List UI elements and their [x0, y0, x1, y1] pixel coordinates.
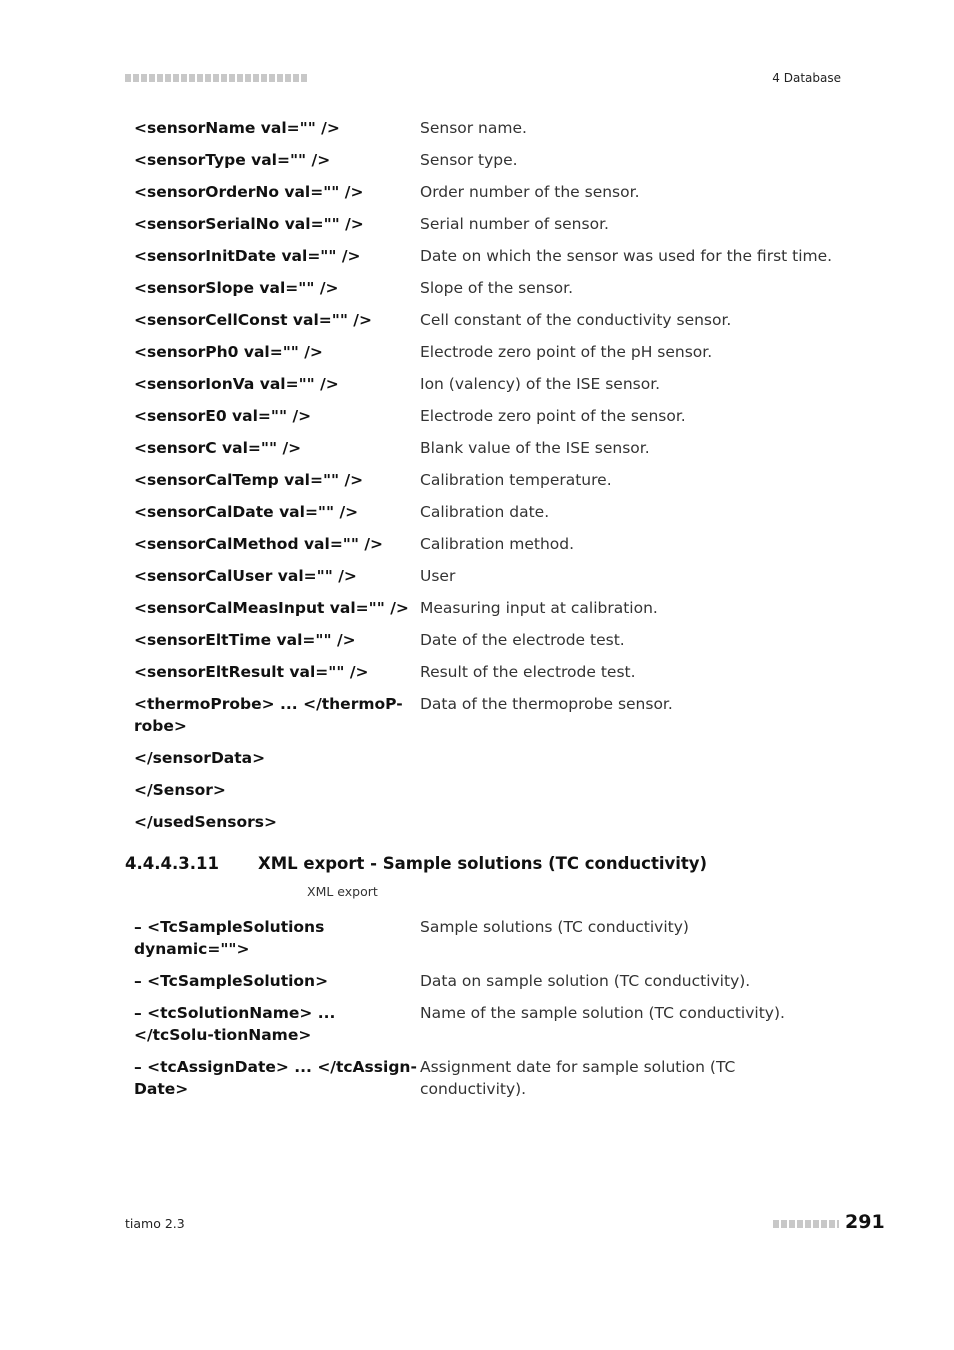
element-description: Electrode zero point of the pH sensor. [420, 343, 713, 361]
element-description: User [420, 567, 456, 585]
element-description: Data of the thermoprobe sensor. [420, 695, 673, 713]
list-item [134, 779, 834, 811]
list-item [134, 117, 834, 149]
element-tag: – <tcSolutionName> ... </tcSolu-tionName> [134, 1004, 336, 1044]
element-tag: <sensorCalMethod val="" /> [134, 535, 384, 553]
element-tag: <thermoProbe> ... </thermoP-robe> [134, 695, 403, 735]
list-item [134, 565, 834, 597]
list-item [134, 970, 834, 1002]
element-description: Cell constant of the conductivity sensor. [420, 311, 732, 329]
element-description: Sensor name. [420, 119, 527, 137]
element-description: Sensor type. [420, 151, 518, 169]
element-tag: <sensorEltTime val="" /> [134, 631, 356, 649]
element-tag: <sensorCalTemp val="" /> [134, 471, 364, 489]
element-description: Measuring input at calibration. [420, 599, 658, 617]
list-item [134, 747, 834, 779]
element-description: Electrode zero point of the sensor. [420, 407, 686, 425]
list-item [134, 1002, 834, 1056]
element-tag: <sensorInitDate val="" /> [134, 247, 361, 265]
list-item [134, 405, 834, 437]
element-tag: <sensorE0 val="" /> [134, 407, 312, 425]
list-item [134, 811, 834, 843]
list-item [134, 309, 834, 341]
element-description: Sample solutions (TC conductivity) [420, 918, 689, 936]
element-tag: <sensorIonVa val="" /> [134, 375, 339, 393]
section-subtitle: XML export [307, 884, 378, 899]
list-item [134, 245, 834, 277]
element-tag: – <TcSampleSolution> [134, 972, 329, 990]
chapter-title: 4 Database [772, 71, 841, 85]
element-tag: <sensorSlope val="" /> [134, 279, 339, 297]
list-item [134, 213, 834, 245]
element-description: Calibration temperature. [420, 471, 612, 489]
element-description: Assignment date for sample solution (TC conductivity). [420, 1058, 736, 1098]
list-item [134, 149, 834, 181]
element-tag: <sensorC val="" /> [134, 439, 302, 457]
element-tag: <sensorType val="" /> [134, 151, 331, 169]
list-item [134, 1056, 834, 1110]
element-description [420, 747, 834, 779]
element-description: Result of the electrode test. [420, 663, 636, 681]
element-tag: <sensorEltResult val="" /> [134, 663, 369, 681]
header-decoration [125, 74, 307, 82]
element-description: Order number of the sensor. [420, 183, 640, 201]
element-description: Date on which the sensor was used for the first time. [420, 247, 833, 265]
element-tag: <sensorPh0 val="" /> [134, 343, 323, 361]
list-item [134, 373, 834, 405]
element-description: Name of the sample solution (TC conductivity). [420, 1004, 785, 1022]
xml-element-list [134, 117, 834, 843]
list-item [134, 693, 834, 747]
element-tag: <sensorCalMeasInput val="" /> [134, 599, 409, 617]
element-tag: </sensorData> [134, 749, 266, 767]
footer-decoration [773, 1220, 839, 1228]
element-description [420, 779, 834, 811]
element-description: Data on sample solution (TC conductivity). [420, 972, 751, 990]
list-item [134, 341, 834, 373]
element-tag: <sensorCalDate val="" /> [134, 503, 359, 521]
list-item [134, 629, 834, 661]
element-tag: <sensorCellConst val="" /> [134, 311, 372, 329]
element-description: Blank value of the ISE sensor. [420, 439, 650, 457]
element-tag: – <tcAssignDate> ... </tcAssign-Date> [134, 1058, 417, 1098]
element-description [420, 811, 834, 843]
section-number: 4.4.4.3.11 [125, 854, 219, 873]
list-item [134, 501, 834, 533]
element-tag: <sensorSerialNo val="" /> [134, 215, 364, 233]
list-item [134, 661, 834, 693]
element-tag: <sensorOrderNo val="" /> [134, 183, 364, 201]
section-title: XML export - Sample solutions (TC conductivity) [258, 854, 708, 873]
product-name: tiamo 2.3 [125, 1216, 185, 1231]
list-item [134, 469, 834, 501]
element-tag: </usedSensors> [134, 813, 277, 831]
section-heading [125, 854, 707, 873]
element-tag: – <TcSampleSolutions dynamic=""> [134, 918, 325, 958]
page-number: 291 [845, 1211, 885, 1233]
element-tag: <sensorCalUser val="" /> [134, 567, 357, 585]
list-item [134, 437, 834, 469]
list-item [134, 181, 834, 213]
element-description: Calibration date. [420, 503, 550, 521]
list-item [134, 597, 834, 629]
element-description: Slope of the sensor. [420, 279, 574, 297]
sample-solution-element-list [134, 916, 834, 1110]
element-tag: </Sensor> [134, 781, 226, 799]
element-description: Date of the electrode test. [420, 631, 625, 649]
list-item [134, 916, 834, 970]
list-item [134, 277, 834, 309]
list-item [134, 533, 834, 565]
element-tag: <sensorName val="" /> [134, 119, 340, 137]
element-description: Ion (valency) of the ISE sensor. [420, 375, 661, 393]
element-description: Calibration method. [420, 535, 575, 553]
element-description: Serial number of sensor. [420, 215, 609, 233]
